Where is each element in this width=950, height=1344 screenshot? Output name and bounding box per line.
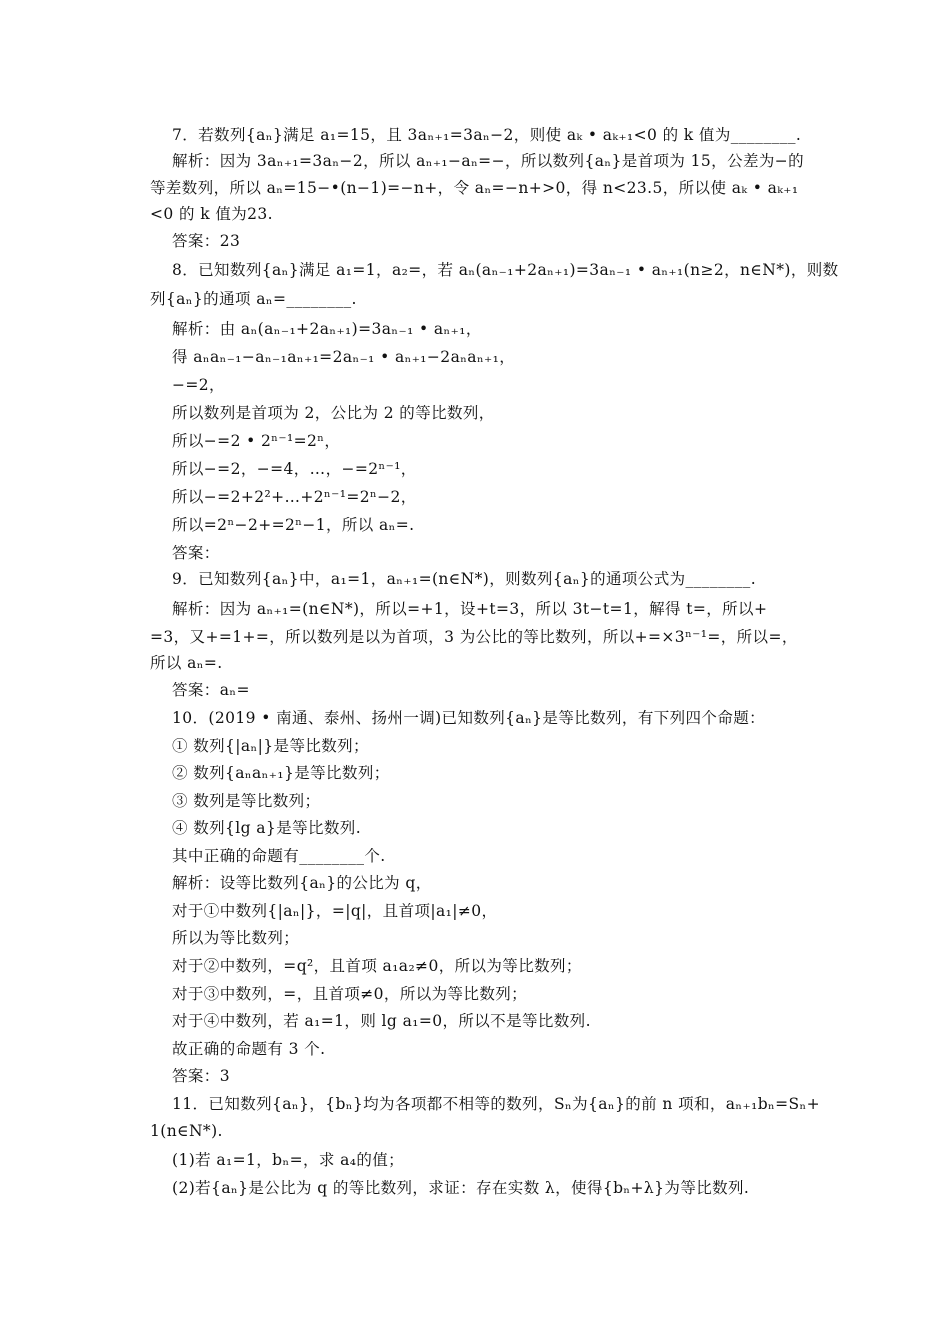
q7-solution-line: <0 的 k 值为23.: [150, 205, 273, 223]
q9-answer: 答案：aₙ=: [172, 681, 250, 699]
q8-solution-line: 所以数列是首项为 2，公比为 2 的等比数列，: [172, 404, 495, 422]
q10-solution-line: 对于②中数列，=q²，且首项 a₁a₂≠0，所以为等比数列；: [172, 957, 582, 975]
q11-statement-cont: 1(n∈N*).: [150, 1122, 223, 1140]
q8-solution-line: 得 aₙaₙ₋₁−aₙ₋₁aₙ₊₁=2aₙ₋₁ • aₙ₊₁−2aₙaₙ₊₁，: [172, 348, 516, 366]
q7-solution-line: 等差数列，所以 aₙ=15−•(n−1)=−n+，令 aₙ=−n+>0，得 n<23.5，所以使 aₖ • aₖ₊₁: [150, 179, 799, 197]
q8-solution-line: 所以−=2 • 2ⁿ⁻¹=2ⁿ，: [172, 432, 341, 450]
q8-solution-line: 所以−=2+2²+…+2ⁿ⁻¹=2ⁿ−2，: [172, 488, 417, 506]
q9-statement: 9．已知数列{aₙ}中，a₁=1，aₙ₊₁=(n∈N*)，则数列{aₙ}的通项公式为________.: [172, 570, 757, 588]
q9-solution-line: 解析：因为 aₙ₊₁=(n∈N*)，所以=+1，设+t=3，所以 3t−t=1，解得 t=，所以+: [172, 600, 768, 618]
q10-proposition: ③ 数列是等比数列；: [172, 792, 321, 810]
q11-part-1: (1)若 a₁=1，bₙ=，求 a₄的值；: [172, 1151, 405, 1169]
q10-solution-line: 故正确的命题有 3 个.: [172, 1040, 326, 1058]
q10-proposition: ② 数列{aₙaₙ₊₁}是等比数列；: [172, 764, 390, 782]
q8-answer: 答案：: [172, 544, 220, 562]
q10-solution-line: 对于③中数列，=，且首项≠0，所以为等比数列；: [172, 985, 528, 1003]
q10-solution-line: 对于①中数列{|aₙ|}，=|q|，且首项|a₁|≠0，: [172, 902, 498, 920]
q9-solution-line: =3，又+=1+=，所以数列是以为首项，3 为公比的等比数列，所以+=×3ⁿ⁻¹=，所以=，: [150, 628, 798, 646]
q8-solution-line: −=2，: [172, 376, 225, 394]
q10-question: 其中正确的命题有________个.: [172, 847, 386, 865]
q7-solution-line: 解析：因为 3aₙ₊₁=3aₙ−2，所以 aₙ₊₁−aₙ=−，所以数列{aₙ}是首项为 15，公差为−的: [172, 152, 805, 170]
q8-solution-line: 所以=2ⁿ−2+=2ⁿ−1，所以 aₙ=.: [172, 516, 415, 534]
q10-proposition: ④ 数列{lg a}是等比数列.: [172, 819, 362, 837]
q10-solution-line: 对于④中数列，若 a₁=1，则 lg a₁=0，所以不是等比数列.: [172, 1012, 591, 1030]
q11-statement: 11．已知数列{aₙ}，{bₙ}均为各项都不相等的数列，Sₙ为{aₙ}的前 n 项和，aₙ₊₁bₙ=Sₙ+: [172, 1095, 821, 1113]
q10-statement: 10．(2019 • 南通、泰州、扬州一调)已知数列{aₙ}是等比数列，有下列四个命题：: [172, 709, 766, 727]
q8-solution-line: 解析：由 aₙ(aₙ₋₁+2aₙ₊₁)=3aₙ₋₁ • aₙ₊₁，: [172, 320, 482, 338]
q9-solution-line: 所以 aₙ=.: [150, 654, 223, 672]
q7-statement: 7．若数列{aₙ}满足 a₁=15，且 3aₙ₊₁=3aₙ−2，则使 aₖ • aₖ₊₁<0 的 k 值为________.: [172, 126, 802, 144]
q8-statement-cont: 列{aₙ}的通项 aₙ=________.: [150, 290, 357, 308]
q10-proposition: ① 数列{|aₙ|}是等比数列；: [172, 737, 369, 755]
q10-solution-line: 所以为等比数列；: [172, 929, 300, 947]
q10-solution-line: 解析：设等比数列{aₙ}的公比为 q，: [172, 874, 432, 892]
q11-part-2: (2)若{aₙ}是公比为 q 的等比数列，求证：存在实数 λ，使得{bₙ+λ}为等比数列.: [172, 1179, 750, 1197]
q8-statement: 8．已知数列{aₙ}满足 a₁=1，a₂=，若 aₙ(aₙ₋₁+2aₙ₊₁)=3aₙ₋₁ • aₙ₊₁(n≥2，n∈N*)，则数: [172, 261, 839, 279]
q10-answer: 答案：3: [172, 1067, 230, 1085]
q7-answer: 答案：23: [172, 232, 241, 250]
q8-solution-line: 所以−=2，−=4，…，−=2ⁿ⁻¹，: [172, 460, 417, 478]
